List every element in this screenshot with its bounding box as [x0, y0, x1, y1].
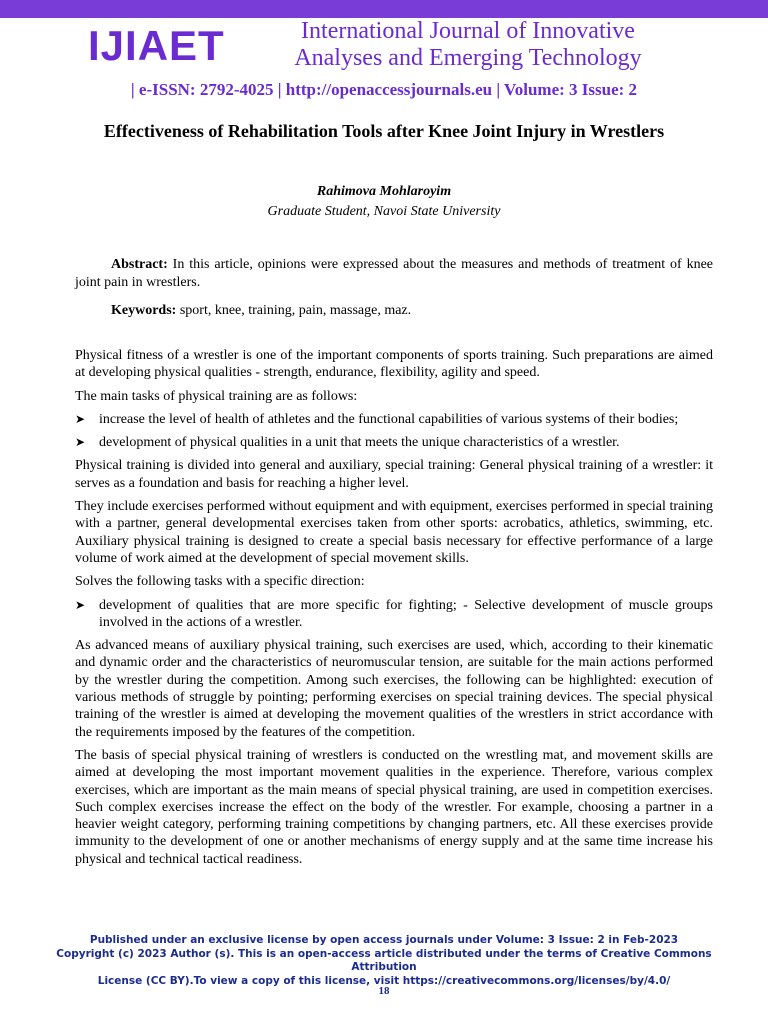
list-item — [75, 597, 713, 632]
paragraph: The main tasks of physical training are as follows: — [75, 388, 358, 404]
arrowhead-bullet-icon: ➤ — [75, 411, 86, 426]
abstract — [75, 256, 713, 292]
issn-line: | e-ISSN: 2792-4025 | http://openaccessjournals.eu | Volume: 3 Issue: 2 — [130, 80, 638, 99]
article-body — [75, 347, 713, 874]
paragraph: As advanced means of auxiliary physical training, such exercises are used, which, according to their kinematic and dynamic order and the characteristics of neuromuscular tension, are suitable for the main actions performed by the wrestler during the competition. Among such exercises, the following can be highlighted: execution of various methods of struggle by pointing; performing exercises on special training devices. The special physical training of the wrestler is aimed at developing the movement qualities of the wrestlers in strict accordance with the requirements imposed by the features of the competition. — [75, 638, 713, 740]
paragraph: They include exercises performed without equipment and with equipment, exercises performed in special training with a partner, general developmental exercises taken from other sports: acrobatics, athletics, swimming, etc. Auxiliary physical training is designed to create a special basis necessary for effective performance of a large volume of work aimed at the development of special movement skills. — [75, 499, 713, 566]
paragraph: The basis of special physical training of wrestlers is conducted on the wrestling mat, and movement skills are aimed at developing the most important movement qualities in the experience. Therefore, various complex exercises, which are important as the main means of special physical training, are used in competition exercises. Such complex exercises increase the effect on the body of the wrestler. For example, choosing a partner in a heavier weight category, performing training competitions by changing partners, etc. All these exercises provide immunity to the development of one or another mechanisms of energy supply and at the same time increase his physical and technical tactical readiness. — [75, 747, 713, 867]
footer-line1: Published under an exclusive license by open access journals under Volume: 3 Issue: 2 in Feb-2023 — [89, 934, 679, 946]
arrowhead-bullet-icon: ➤ — [75, 435, 86, 450]
journal-name-line2: Analyses and Emerging Technology — [294, 45, 642, 71]
keywords — [111, 302, 711, 320]
author-name: Rahimova Mohlaroyim — [316, 184, 452, 199]
arrowhead-bullet-icon: ➤ — [75, 597, 86, 612]
keywords-text: sport, knee, training, pain, massage, maz. — [176, 303, 412, 318]
list-item — [75, 434, 713, 451]
list-item-text: development of qualities that are more specific for fighting; - Selective development of muscle groups involved in the actions of a wrestler. — [99, 597, 713, 630]
paragraph: Solves the following tasks with a specific direction: — [75, 574, 365, 590]
list-item — [75, 411, 713, 428]
journal-name — [258, 18, 678, 72]
page-number: 18 — [378, 985, 390, 997]
journal-logo: IJIAET — [88, 22, 225, 69]
paragraph: Physical fitness of a wrestler is one of the important components of sports training. Such preparations are aimed at developing physical qualities - strength, endurance, flexibility, agility and speed. — [75, 348, 713, 381]
header-color-bar — [0, 0, 768, 18]
journal-name-line1: International Journal of Innovative — [301, 18, 635, 44]
author-affiliation: Graduate Student, Navoi State University — [267, 204, 501, 219]
list-item-text: increase the level of health of athletes and the functional capabilities of various systems of their bodies; — [99, 411, 679, 427]
abstract-text: In this article, opinions were expressed about the measures and methods of treatment of knee joint pain in wrestlers. — [75, 257, 713, 290]
list-item-text: development of physical qualities in a unit that meets the unique characteristics of a wrestler. — [99, 435, 620, 451]
paragraph: Physical training is divided into general and auxiliary, special training: General physical training of a wrestler: it serves as a foundation and basis for reaching a higher level. — [75, 458, 713, 491]
abstract-label: Abstract: — [111, 257, 168, 272]
keywords-label: Keywords: — [111, 303, 177, 318]
footer-line2: Copyright (c) 2023 Author (s). This is an open-access article distributed under the terms of Creative Commons Attribution — [56, 947, 712, 973]
article-title: Effectiveness of Rehabilitation Tools after Knee Joint Injury in Wrestlers — [103, 121, 665, 141]
footer-line3: License (CC BY).To view a copy of this license, visit https://creativecommons.org/licenses/by/4.0/ — [97, 974, 671, 987]
license-footer — [50, 934, 718, 988]
